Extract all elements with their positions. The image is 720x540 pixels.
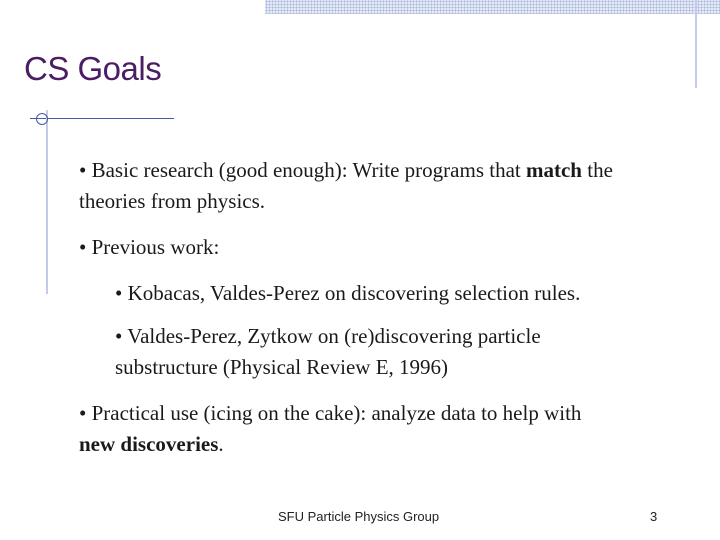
decorative-vertical-line-left bbox=[46, 110, 48, 294]
decorative-vertical-line-right bbox=[695, 0, 697, 88]
bullet-text: the theories from physics. bbox=[79, 158, 613, 213]
bullet-bold-text: match bbox=[526, 158, 582, 182]
bullet-marker: • bbox=[79, 401, 87, 425]
sub-bullet-kobacas bbox=[115, 278, 619, 309]
title-underline bbox=[30, 118, 174, 119]
sub-bullet-valdes-perez bbox=[115, 321, 619, 383]
bullet-text: . bbox=[218, 432, 224, 456]
bullet-marker: • bbox=[115, 281, 123, 305]
bullet-marker: • bbox=[79, 158, 87, 182]
bullet-text: Previous work: bbox=[86, 235, 220, 259]
slide-body bbox=[79, 155, 619, 460]
bullet-previous-work bbox=[79, 232, 619, 263]
page-number: 3 bbox=[650, 509, 658, 524]
slide-footer: SFU Particle Physics Group bbox=[278, 509, 440, 524]
bullet-practical-use bbox=[79, 398, 619, 460]
decorative-top-band bbox=[265, 0, 720, 14]
bullet-bold-text: new discoveries bbox=[79, 432, 219, 456]
bullet-marker: • bbox=[79, 235, 87, 259]
bullet-text: Practical use (icing on the cake): analyze data to help with bbox=[86, 401, 582, 425]
crosshair-ornament-icon bbox=[36, 113, 48, 125]
bullet-text: Basic research (good enough): Write programs that bbox=[86, 158, 526, 182]
slide-title: CS Goals bbox=[24, 50, 162, 87]
bullet-text: Valdes-Perez, Zytkow on (re)discovering particle substructure (Physical Review E, 1996) bbox=[115, 324, 541, 379]
bullet-basic-research bbox=[79, 155, 619, 217]
bullet-text: Kobacas, Valdes-Perez on discovering selection rules. bbox=[122, 281, 581, 305]
bullet-marker: • bbox=[115, 324, 123, 348]
